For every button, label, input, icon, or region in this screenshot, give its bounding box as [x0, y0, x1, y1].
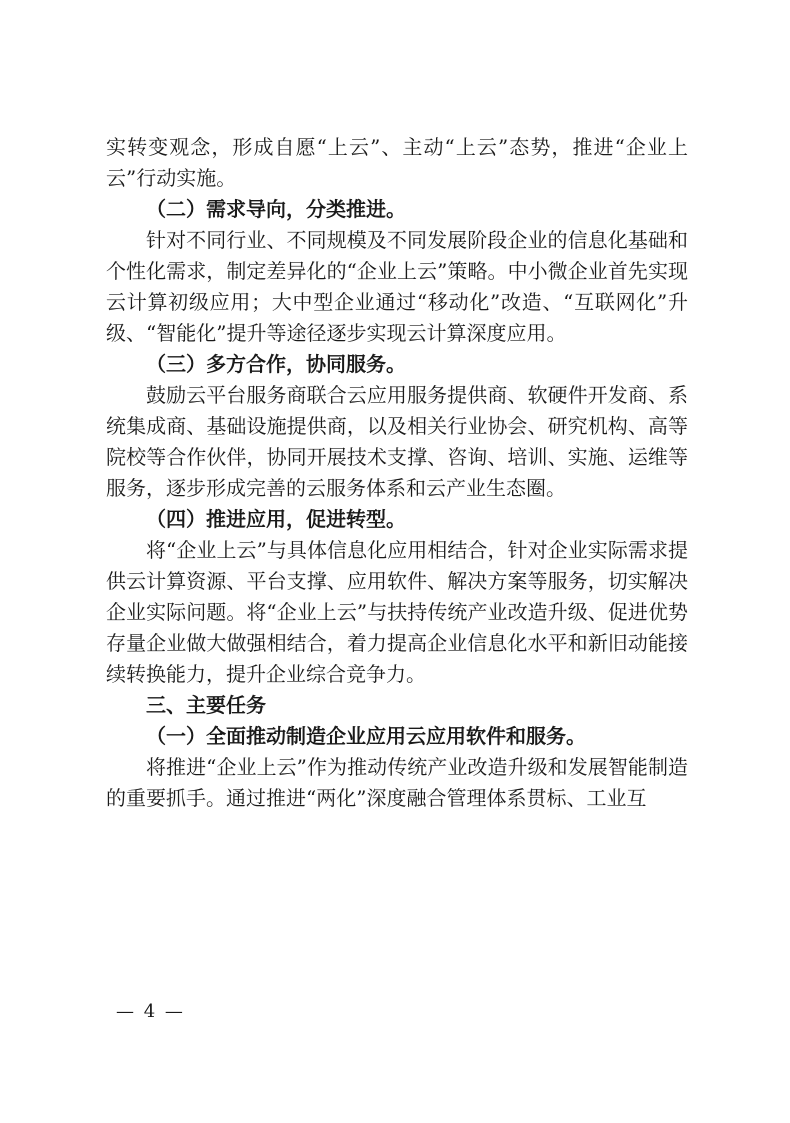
page-number: — 4 — [116, 1001, 185, 1022]
subheading-cooperation: （三）多方合作，协同服务。 [146, 352, 406, 376]
paragraph-continuation: 实转变观念，形成自愿“上云”、主动“上云”态势，推进“企业上云”行动实施。 [106, 135, 688, 190]
subheading-manufacturing: （一）全面推动制造企业应用云应用软件和服务。 [146, 724, 586, 748]
subheading-application: （四）推进应用，促进转型。 [146, 507, 406, 531]
paragraph-cooperation: 鼓励云平台服务商联合云应用服务提供商、软硬件开发商、系统集成商、基础设施提供商，以及相关行业协会、研究机构、高等院校等合作伙伴，协同开展技术支撑、咨询、培训、实施、运维等服务，逐步形成完善的云服务体系和云产业生态圈。 [106, 383, 688, 500]
paragraph-manufacturing: 将推进“企业上云”作为推动传统产业改造升级和发展智能制造的重要抓手。通过推进“两化”深度融合管理体系贯标、工业互 [106, 755, 688, 810]
subheading-demand-oriented: （二）需求导向，分类推进。 [146, 197, 406, 221]
paragraph-demand-oriented: 针对不同行业、不同规模及不同发展阶段企业的信息化基础和个性化需求，制定差异化的“企业上云”策略。中小微企业首先实现云计算初级应用；大中型企业通过“移动化”改造、“互联网化”升级、“智能化”提升等途径逐步实现云计算深度应用。 [106, 228, 688, 345]
document-body [106, 132, 688, 814]
paragraph-application: 将“企业上云”与具体信息化应用相结合，针对企业实际需求提供云计算资源、平台支撑、应用软件、解决方案等服务，切实解决企业实际问题。将“企业上云”与扶持传统产业改造升级、促进优势存量企业做大做强相结合，着力提高企业信息化水平和新旧动能接续转换能力，提升企业综合竞争力。 [106, 538, 688, 686]
section-heading-main-tasks: 三、主要任务 [146, 693, 266, 717]
